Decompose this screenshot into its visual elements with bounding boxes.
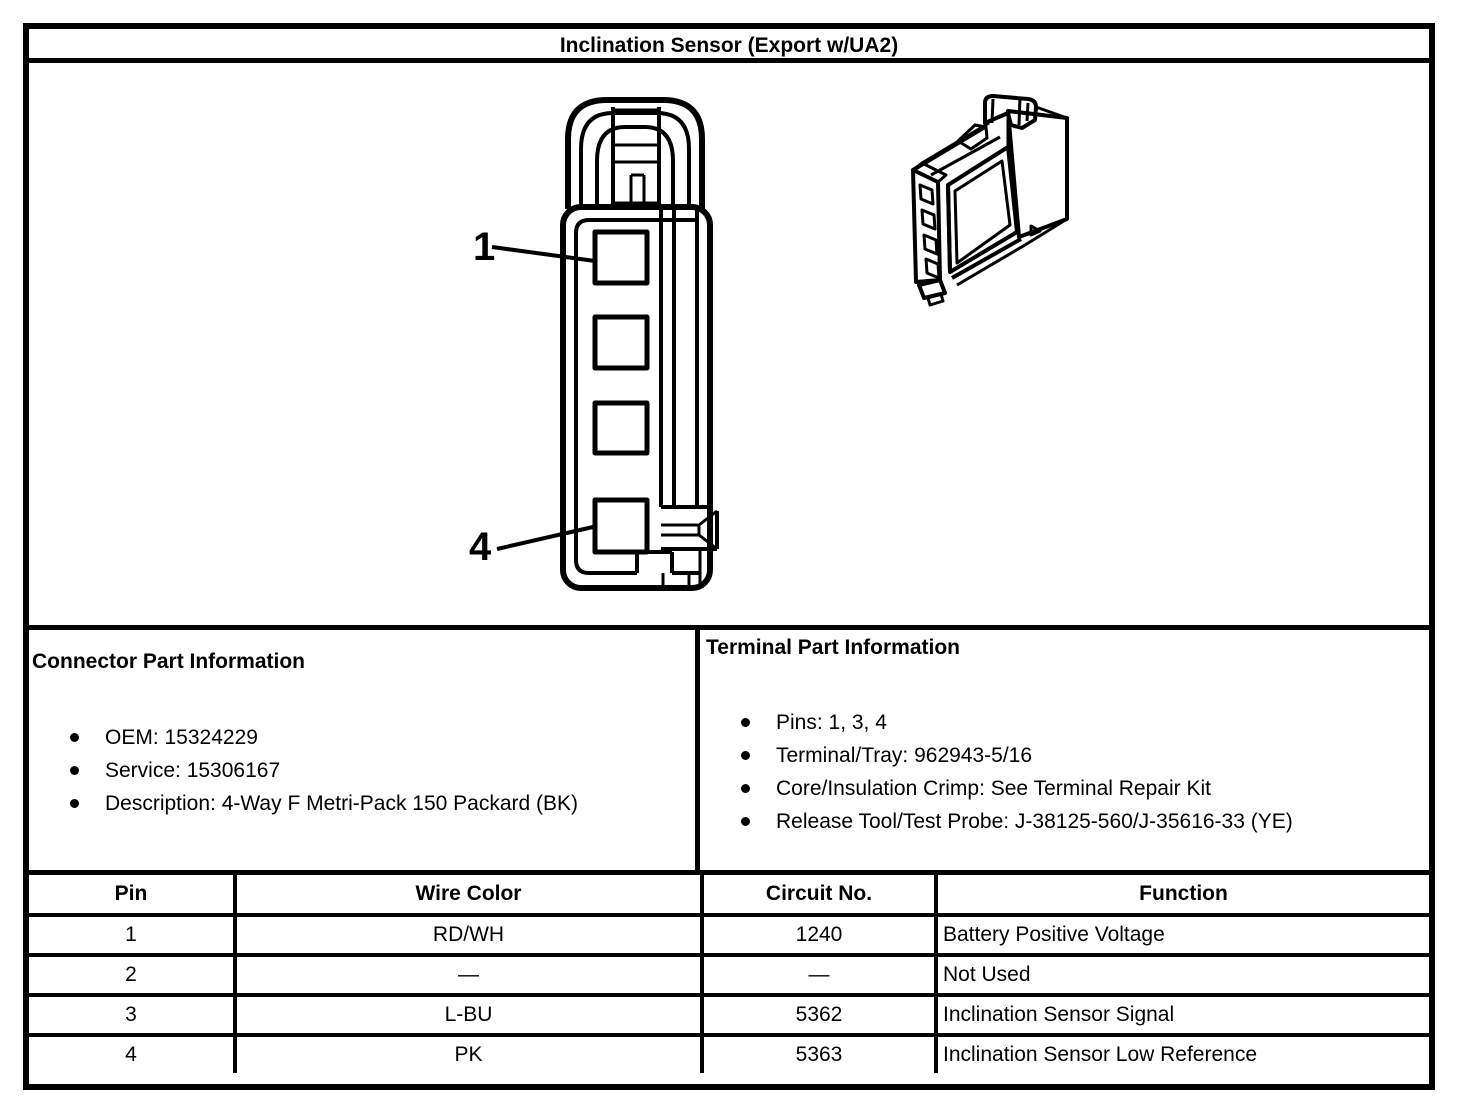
cell-wire-color: L-BU xyxy=(233,993,700,1033)
list-item: Description: 4-Way F Metri-Pack 150 Packard (BK) xyxy=(29,787,695,820)
part-information-row xyxy=(29,630,1429,875)
list-item: OEM: 15324229 xyxy=(29,721,695,754)
terminal-part-info-list xyxy=(700,706,1429,838)
cell-pin: 3 xyxy=(29,993,233,1033)
pin-cavity-1 xyxy=(595,232,647,283)
cell-function: Inclination Sensor Signal xyxy=(934,993,1429,1033)
cell-circuit-no: 1240 xyxy=(700,913,934,953)
cell-circuit-no: 5362 xyxy=(700,993,934,1033)
cell-function: Battery Positive Voltage xyxy=(934,913,1429,953)
pin-4-leader-line xyxy=(497,527,593,549)
terminal-part-info-heading: Terminal Part Information xyxy=(706,636,960,659)
connector-pinout-sheet xyxy=(23,23,1435,1090)
pin-1-leader-line xyxy=(492,247,595,261)
pin-cavity-2 xyxy=(595,317,647,368)
list-item: Terminal/Tray: 962943-5/16 xyxy=(700,739,1429,772)
table-header-circuit-no: Circuit No. xyxy=(700,875,934,913)
pin-4-callout: 4 xyxy=(469,525,492,569)
pin-cavity-4 xyxy=(595,500,647,552)
connector-drawings xyxy=(29,63,1429,625)
list-item: Pins: 1, 3, 4 xyxy=(700,706,1429,739)
page-title: Inclination Sensor (Export w/UA2) xyxy=(29,29,1429,63)
pin-cavity-3 xyxy=(595,403,647,453)
table-header-wire-color: Wire Color xyxy=(233,875,700,913)
connector-part-info-list xyxy=(29,721,695,820)
list-item: Core/Insulation Crimp: See Terminal Repair Kit xyxy=(700,772,1429,805)
terminal-part-info-box xyxy=(700,630,1429,870)
table-header-function: Function xyxy=(934,875,1429,913)
cell-pin: 4 xyxy=(29,1033,233,1073)
cell-wire-color: PK xyxy=(233,1033,700,1073)
cell-circuit-no: — xyxy=(700,953,934,993)
cell-function: Inclination Sensor Low Reference xyxy=(934,1033,1429,1073)
connector-perspective-view-drawing xyxy=(913,96,1067,305)
pin-table xyxy=(29,875,1429,1073)
cell-pin: 2 xyxy=(29,953,233,993)
cell-wire-color: — xyxy=(233,953,700,993)
connector-diagram-area xyxy=(29,63,1429,630)
table-header-pin: Pin xyxy=(114,882,148,905)
cell-circuit-no: 5363 xyxy=(700,1033,934,1073)
connector-part-info-heading: Connector Part Information xyxy=(32,650,306,673)
connector-part-info-box xyxy=(29,630,700,870)
list-item: Release Tool/Test Probe: J-38125-560/J-35616-33 (YE) xyxy=(700,805,1429,838)
cell-wire-color: RD/WH xyxy=(233,913,700,953)
cell-function: Not Used xyxy=(934,953,1429,993)
cell-pin: 1 xyxy=(29,913,233,953)
connector-front-view-drawing xyxy=(469,100,717,588)
list-item: Service: 15306167 xyxy=(29,754,695,787)
pin-1-callout: 1 xyxy=(473,225,496,269)
